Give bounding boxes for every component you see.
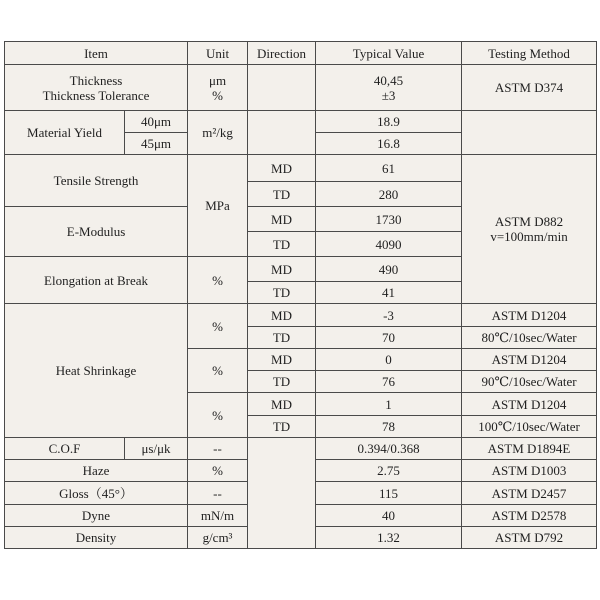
thickness-item: Thickness Thickness Tolerance <box>5 65 188 111</box>
shrink-3-condition: 100℃/10sec/Water <box>462 416 597 438</box>
gloss-value: 115 <box>316 482 462 505</box>
shrink-1-td-value: 70 <box>316 327 462 349</box>
elongation-item: Elongation at Break <box>5 257 188 304</box>
thickness-direction <box>248 65 316 111</box>
cof-sub: μs/μk <box>125 438 188 460</box>
header-item: Item <box>5 42 188 65</box>
modulus-md-label: MD <box>248 207 316 232</box>
cof-method: ASTM D1894E <box>462 438 597 460</box>
shrink-1-md-value: -3 <box>316 304 462 327</box>
density-method: ASTM D792 <box>462 527 597 549</box>
shrink-3-td-value: 78 <box>316 416 462 438</box>
shrink-3-md-label: MD <box>248 393 316 416</box>
shrink-3-unit: % <box>188 393 248 438</box>
material-yield-item: Material Yield <box>5 111 125 155</box>
modulus-md-value: 1730 <box>316 207 462 232</box>
shrink-2-td-label: TD <box>248 371 316 393</box>
elongation-td-label: TD <box>248 282 316 304</box>
dyne-unit: mN/m <box>188 505 248 527</box>
material-yield-method <box>462 111 597 155</box>
dyne-item: Dyne <box>5 505 188 527</box>
tensile-md-label: MD <box>248 155 316 182</box>
dyne-value: 40 <box>316 505 462 527</box>
shrink-2-method: ASTM D1204 <box>462 349 597 371</box>
tensile-strength-item: Tensile Strength <box>5 155 188 207</box>
tensile-td-value: 280 <box>316 182 462 207</box>
tensile-md-value: 61 <box>316 155 462 182</box>
misc-direction <box>248 438 316 549</box>
shrink-2-md-value: 0 <box>316 349 462 371</box>
thickness-method: ASTM D374 <box>462 65 597 111</box>
elongation-md-label: MD <box>248 257 316 282</box>
elongation-md-value: 490 <box>316 257 462 282</box>
elongation-td-value: 41 <box>316 282 462 304</box>
header-unit: Unit <box>188 42 248 65</box>
thickness-row <box>5 65 597 111</box>
header-testing-method: Testing Method <box>462 42 597 65</box>
cof-item: C.O.F <box>5 438 125 460</box>
shrink-2-unit: % <box>188 349 248 393</box>
header-row <box>5 42 597 65</box>
elongation-unit: % <box>188 257 248 304</box>
material-yield-value-40: 18.9 <box>316 111 462 133</box>
heat-shrinkage-item: Heat Shrinkage <box>5 304 188 438</box>
haze-unit: % <box>188 460 248 482</box>
cof-unit: -- <box>188 438 248 460</box>
density-unit: g/cm³ <box>188 527 248 549</box>
gloss-unit: -- <box>188 482 248 505</box>
cof-value: 0.394/0.368 <box>316 438 462 460</box>
modulus-td-label: TD <box>248 232 316 257</box>
material-yield-sub-45: 45μm <box>125 133 188 155</box>
shrink-2-md-label: MD <box>248 349 316 371</box>
shrink-1-md-row <box>5 304 597 327</box>
tensile-td-label: TD <box>248 182 316 207</box>
material-yield-row-1 <box>5 111 597 133</box>
spec-table <box>4 41 597 549</box>
haze-method: ASTM D1003 <box>462 460 597 482</box>
shrink-1-method: ASTM D1204 <box>462 304 597 327</box>
shrink-3-method: ASTM D1204 <box>462 393 597 416</box>
shrink-3-md-value: 1 <box>316 393 462 416</box>
shrink-2-td-value: 76 <box>316 371 462 393</box>
shrink-3-td-label: TD <box>248 416 316 438</box>
density-value: 1.32 <box>316 527 462 549</box>
thickness-unit: μm % <box>188 65 248 111</box>
e-modulus-item: E-Modulus <box>5 207 188 257</box>
gloss-method: ASTM D2457 <box>462 482 597 505</box>
material-yield-sub-40: 40μm <box>125 111 188 133</box>
haze-value: 2.75 <box>316 460 462 482</box>
shrink-1-condition: 80℃/10sec/Water <box>462 327 597 349</box>
cof-row <box>5 438 597 460</box>
dyne-method: ASTM D2578 <box>462 505 597 527</box>
gloss-item: Gloss（45°） <box>5 482 188 505</box>
material-yield-unit: m²/kg <box>188 111 248 155</box>
shrink-2-condition: 90℃/10sec/Water <box>462 371 597 393</box>
haze-item: Haze <box>5 460 188 482</box>
density-item: Density <box>5 527 188 549</box>
header-direction: Direction <box>248 42 316 65</box>
thickness-value: 40,45 ±3 <box>316 65 462 111</box>
material-yield-value-45: 16.8 <box>316 133 462 155</box>
tensile-md-row <box>5 155 597 182</box>
modulus-td-value: 4090 <box>316 232 462 257</box>
shrink-1-td-label: TD <box>248 327 316 349</box>
material-yield-direction <box>248 111 316 155</box>
mechanical-unit: MPa <box>188 155 248 257</box>
mechanical-method: ASTM D882 v=100mm/min <box>462 155 597 304</box>
shrink-1-unit: % <box>188 304 248 349</box>
shrink-1-md-label: MD <box>248 304 316 327</box>
header-typical-value: Typical Value <box>316 42 462 65</box>
